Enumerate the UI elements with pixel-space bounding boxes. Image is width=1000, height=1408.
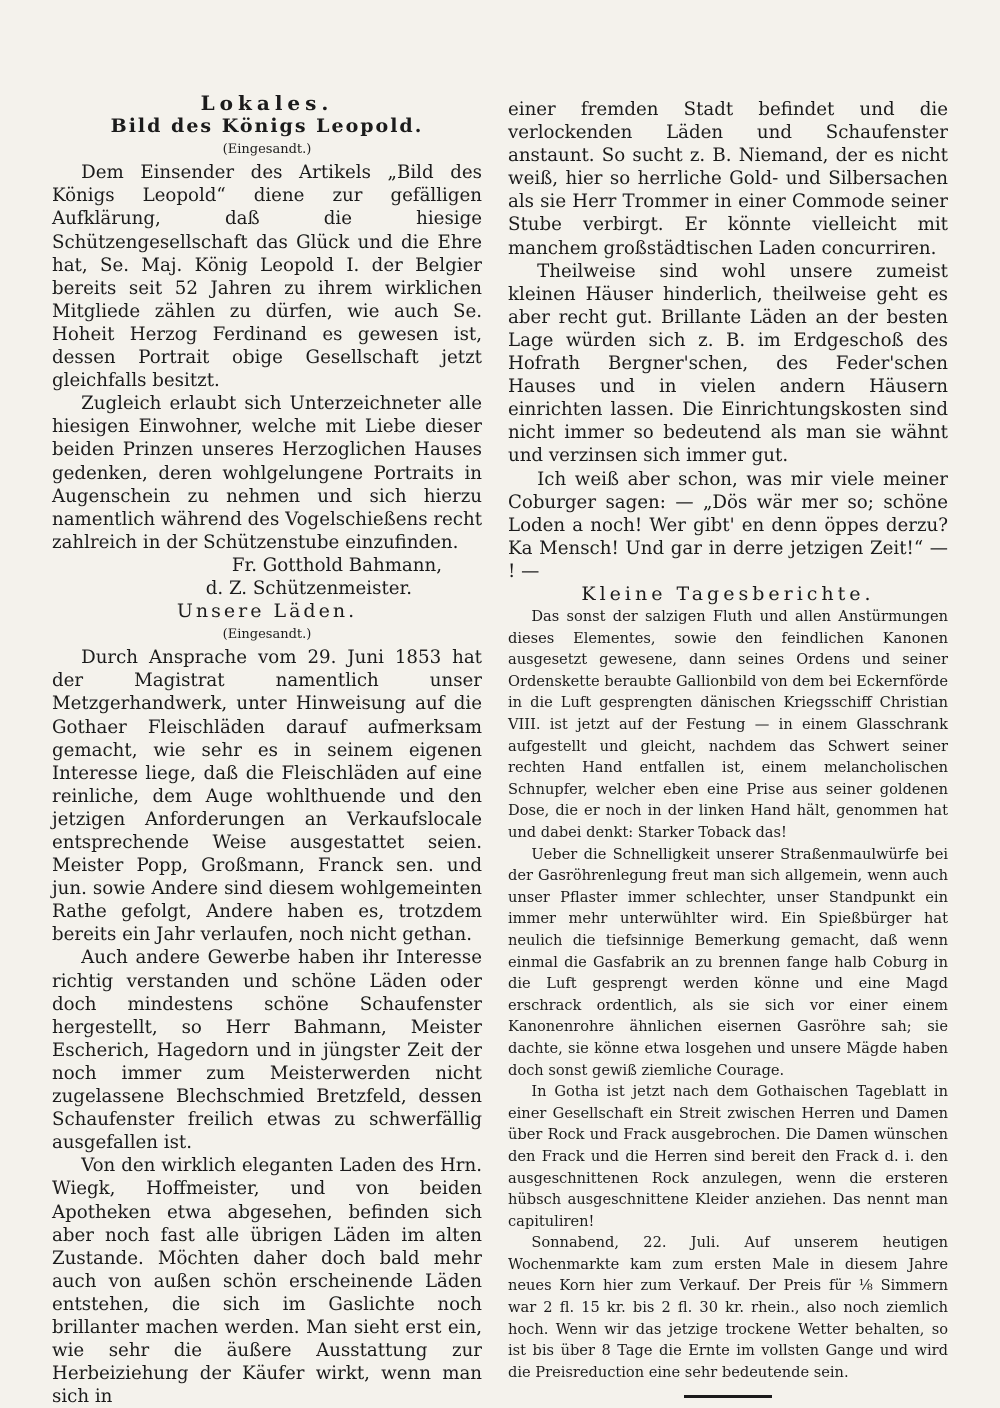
eingesandt-note: (Eingesandt.) — [222, 142, 312, 158]
article-paragraph: Zugleich erlaubt sich Unterzeichneter alle hiesigen Einwohner, welche mit Liebe dieser beiden Prinzen unseres Herzoglichen Hauses gedenken, deren wohlgelungene Portraits in Augenschein zu nehmen und sich hierzu namentlich während des Vogelschießens recht zahlreich in der Schützenstube einzufinden. — [52, 393, 482, 553]
article-title-koenig-leopold: Bild des Königs Leopold. — [110, 115, 424, 138]
right-column — [508, 98, 948, 1398]
eingesandt-note: (Eingesandt.) — [222, 627, 312, 643]
news-item: In Gotha ist jetzt nach dem Gothaischen Tageblatt in einer Gesellschaft ein Streit zwischen Herren und Damen über Rock und Frack ausgebrochen. Die Damen wünschen den Frack und die Herren sind bereit den Frack d. i. den ausgeschnittenen Rock anzulegen, wenn die ersteren hübsch ausgeschnittene Kleider anziehen. Das nennt man capituliren! — [508, 1083, 948, 1230]
end-rule — [684, 1395, 772, 1398]
article-paragraph: Durch Ansprache vom 29. Juni 1853 hat der Magistrat namentlich unser Metzgerhandwerk, unter Hinweisung auf die Gothaer Fleischläden darauf aufmerksam gemacht, wie sehr es in seinem eigenen Interesse liege, daß die Fleischläden auf eine reinliche, dem Auge wohlthuende und den jetzigen Anforderungen an Verkaufslocale entsprechende Weise ausgestattet seien. Meister Popp, Großmann, Franck sen. und jun. sowie Andere sind diesem wohlgemeinten Rathe gefolgt, Andere haben es, trotzdem bereits ein Jahr verlaufen, noch nicht gethan. — [52, 647, 482, 946]
news-item: Ueber die Schnelligkeit unserer Straßenmaulwürfe bei der Gasröhrenlegung freut man sich allgemein, wenn auch unser Pflaster immer schlechter, unser Standpunkt ein immer mehr unterwühlter wird. Ein Spießbürger hat neulich die tiefsinnige Bemerkung gemacht, daß wenn einmal die Gasfabrik an zu brennen fange halb Coburg in die Luft gesprengt werden könne und eine Magd erschrack ordentlich, als sie sich vor einer einem Kanonenrohre ähnlichen eisernen Gasröhre sah; sie dachte, sie könne etwa losgehen und unsere Mägde haben doch sonst gewiß ziemliche Courage. — [508, 845, 948, 1079]
article-paragraph: einer fremden Stadt befindet und die verlockenden Läden und Schaufenster anstaunt. So sucht z. B. Niemand, der es nicht weiß, hier so herrliche Gold- und Silbersachen als sie Herr Trommer in einer Commode seiner Stube verbirgt. Er könnte vielleicht mit manchem großstädtischen Laden concurriren. — [508, 99, 948, 259]
left-column — [52, 92, 482, 1408]
article-paragraph: Von den wirklich eleganten Laden des Hrn. Wiegk, Hoffmeister, und von beiden Apotheken etwa abgesehen, befinden sich aber noch fast alle übrigen Läden im alten Zustande. Möchten daher doch bald mehr auch von außen schön erscheinende Läden entstehen, die sich im Gaslichte noch brillanter machen werden. Man sieht erst ein, wie sehr die äußere Ausstattung zur Herbeiziehung der Käufer wirkt, wenn man sich in — [52, 1155, 482, 1408]
section-title-lokales: Lokales. — [200, 91, 334, 115]
article-paragraph: Ich weiß aber schon, was mir viele meiner Coburger sagen: — „Dös wär mer so; schöne Loden a noch! Wer gibt' en denn öppes derzu? Ka Mensch! Und gar in derre jetzigen Zeit!“ — ! — — [508, 468, 948, 582]
signature-role: d. Z. Schützenmeister. — [205, 577, 412, 599]
section-title-kleine-tagesberichte: Kleine Tagesberichte. — [581, 582, 875, 605]
article-paragraph: Dem Einsender des Artikels „Bild des Königs Leopold“ diene zur gefälligen Aufklärung, daß die hiesige Schützengesellschaft das Glück und die Ehre hat, Se. Maj. König Leopold I. der Belgier bereits seit 52 Jahren zu ihrem wirklichen Mitgliede zählen zu dürfen, wie auch Se. Hoheit Herzog Ferdinand es gewesen ist, dessen Portrait obige Gesellschaft jetzt gleichfalls besitzt. — [52, 162, 482, 392]
article-paragraph: Auch andere Gewerbe haben ihr Interesse richtig verstanden und schöne Läden oder doch mindestens schöne Schaufenster hergestellt, so Herr Bahmann, Meister Escherich, Hagedorn und in jüngster Zeit der noch immer zum Meisterwerden nicht zugelassene Blechschmied Bretzfeld, dessen Schaufenster freilich etwas zu schwerfällig ausgefallen ist. — [52, 947, 482, 1154]
news-item: Sonnabend, 22. Juli. Auf unserem heutigen Wochenmarkte kam zum ersten Male in diesem Jahre neues Korn hier zum Verkauf. Der Preis für ⅛ Simmern war 2 fl. 15 kr. bis 2 fl. 30 kr. rhein., also noch ziemlich hoch. Wenn wir das jetzige trockene Wetter behalten, so ist bis über 8 Tage die Ernte im vollsten Gange und wird die Preisreduction eine sehr bedeutende sein. — [508, 1234, 948, 1381]
article-title-unsere-laeden: Unsere Läden. — [176, 600, 358, 623]
news-item: Das sonst der salzigen Fluth und allen Anstürmungen dieses Elementes, sowie den feindlichen Kanonen ausgesetzt gewesene, dann seines Ordens und seiner Ordenskette beraubte Gallionbild von dem bei Eckernförde in die Luft gesprengten dänischen Kriegsschiff Christian VIII. ist jetzt auf der Festung — in einem Glasschrank aufgestellt und gleicht, nachdem das Schwert seiner rechten Hand entfallen ist, einem melancholischen Schnupfer, welcher eben eine Prise aus seiner goldenen Dose, die er noch in der linken Hand hält, genommen hat und dabei denkt: Starker Toback das! — [508, 608, 948, 841]
signature-name: Fr. Gotthold Bahmann, — [231, 554, 442, 576]
kleine-tagesberichte-body — [508, 606, 948, 1383]
article-paragraph: Theilweise sind wohl unsere zumeist kleinen Häuser hinderlich, theilweise geht es aber recht gut. Brillante Läden an der besten Lage würden sich z. B. im Erdgeschoß des Hofrath Bergner'schen, des Feder'schen Hauses und in vielen andern Häusern einrichten lassen. Die Einrichtungskosten sind nicht immer so bedeutend als man sie wähnt und verzinsen sich immer gut. — [508, 260, 948, 467]
